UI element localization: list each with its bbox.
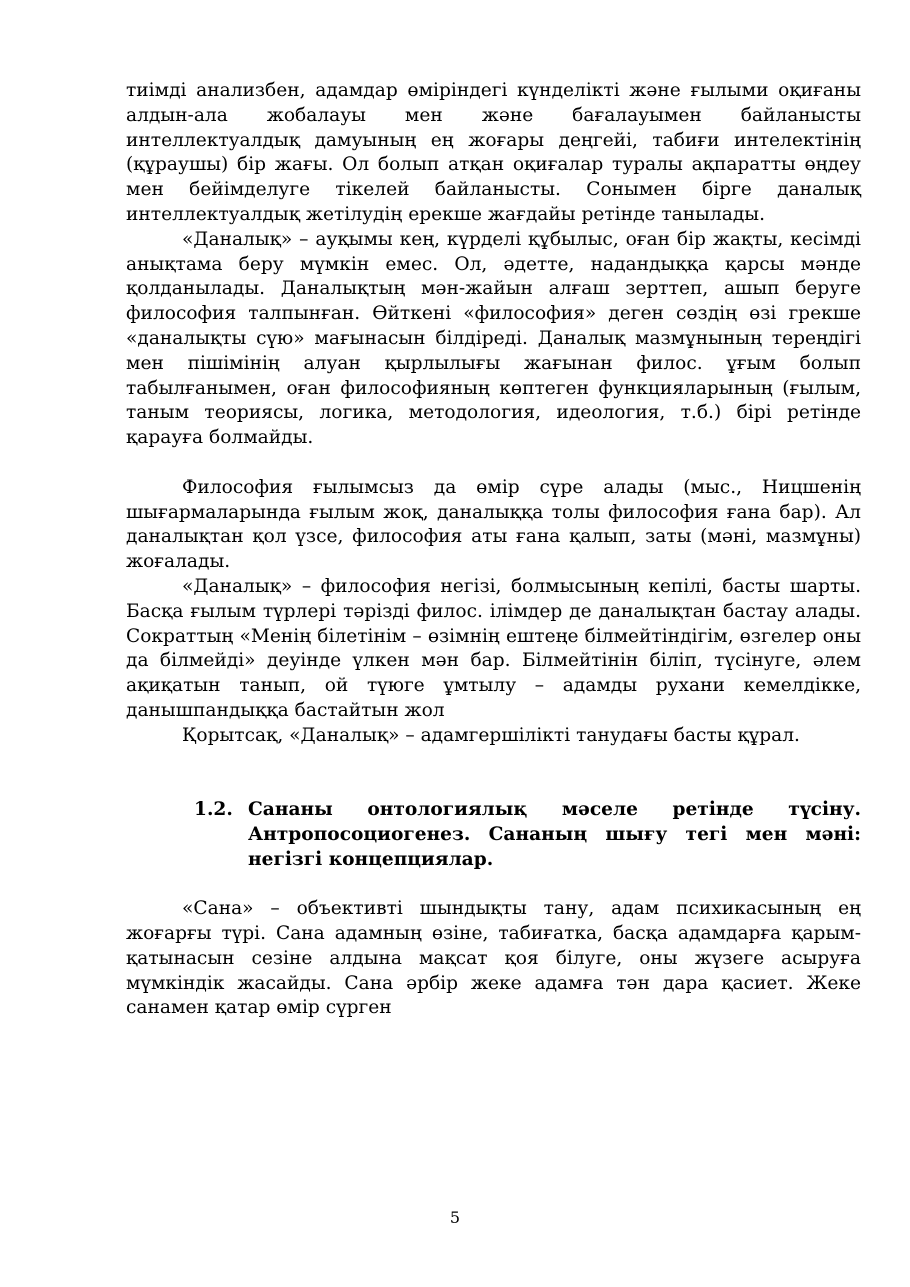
paragraph-wisdom-complex: «Даналық» – ауқымы кең, күрделі құбылыс, оған бір жақты, кесімді анықтама беру мүмкін емес. Ол, әдетте, надандыққа қарсы мәнде қолданылады. Даналықтың мән-жайын алғаш зерттеп, ашып беруге философия талпынған. Өйткені «философия» деген сөздің өзі грекше «даналықты сүю» мағынасын білдіреді. Даналық мазмұнының тереңдігі мен пішімінің алуан қырлылығы жағынан филос. ұғым болып табылғанымен, оған философияның көптеген функцияларының (ғылым, таным теориясы, логика, методология, идеология, т.б.) бірі ретінде қарауға болмайды. [126, 228, 861, 449]
document-page [126, 79, 861, 1021]
paragraph-consciousness-definition: «Сана» – объективті шындықты тану, адам психикасының ең жоғарғы түрі. Сана адамның өзіне, табиғатка, басқа адамдарға қарым-қатынасын сезіне алдына мақсат қоя білуге, оны жүзеге асыруға мүмкіндік жасайды. Сана әрбір жеке адамға тән дара қасиет. Жеке санамен қатар өмір сүрген [126, 898, 861, 1019]
section-number: 1.2. [194, 799, 233, 821]
paragraph-wisdom-foundation: «Даналық» – философия негізі, болмысының кепілі, басты шарты. Басқа ғылым түрлері тәрізді филос. ілімдер де даналықтан бастау алады. Сократтың «Менің білетінім – өзімнің ештеңе білмейтіндігім, өзгелер оны да білмейді» деуінде үлкен мән бар. Білмейтінін біліп, түсінуге, әлем ақиқатын танып, ой түюге ұмтылу – адамды рухани кемелдікке, данышпандыққа бастайтын жол [126, 575, 861, 721]
paragraph-philosophy-without-science: Философия ғылымсыз да өмір сүре алады (мыс., Ницшенің шығармаларында ғылым жоқ, даналыққа толы философия ғана бар). Ал даналықтан қол үзсе, философия аты ғана қалып, заты (мәні, мазмұны) жоғалады. [126, 476, 861, 573]
paragraph-wisdom-definition-end: тиімді анализбен, адамдар өміріндегі күнделікті және ғылыми оқиғаны алдын-ала жобалауы мен және бағалауымен байланысты интеллектуалдық дамуының ең жоғары деңгейі, табиғи интелектінің (құраушы) бір жағы. Ол болып атқан оқиғалар туралы ақпаратты өңдеу мен бейімделуге тікелей байланысты. Сонымен бірге даналық интеллектуалдық жетілудің ерекше жағдайы ретінде танылады. [126, 80, 861, 225]
spacer [126, 749, 861, 799]
page-number: 5 [449, 1208, 461, 1227]
section-title: Сананы онтологиялық мәселе ретінде түсіну. Антропосоциогенез. Сананың шығу тегі мен мәні: негізгі концепциялар. [248, 799, 861, 870]
section-heading [194, 798, 861, 872]
spacer [126, 873, 861, 898]
paragraph-conclusion: Қорытсақ, «Даналық» – адамгершілікті танудағы басты құрал. [182, 724, 800, 746]
spacer [126, 451, 861, 476]
